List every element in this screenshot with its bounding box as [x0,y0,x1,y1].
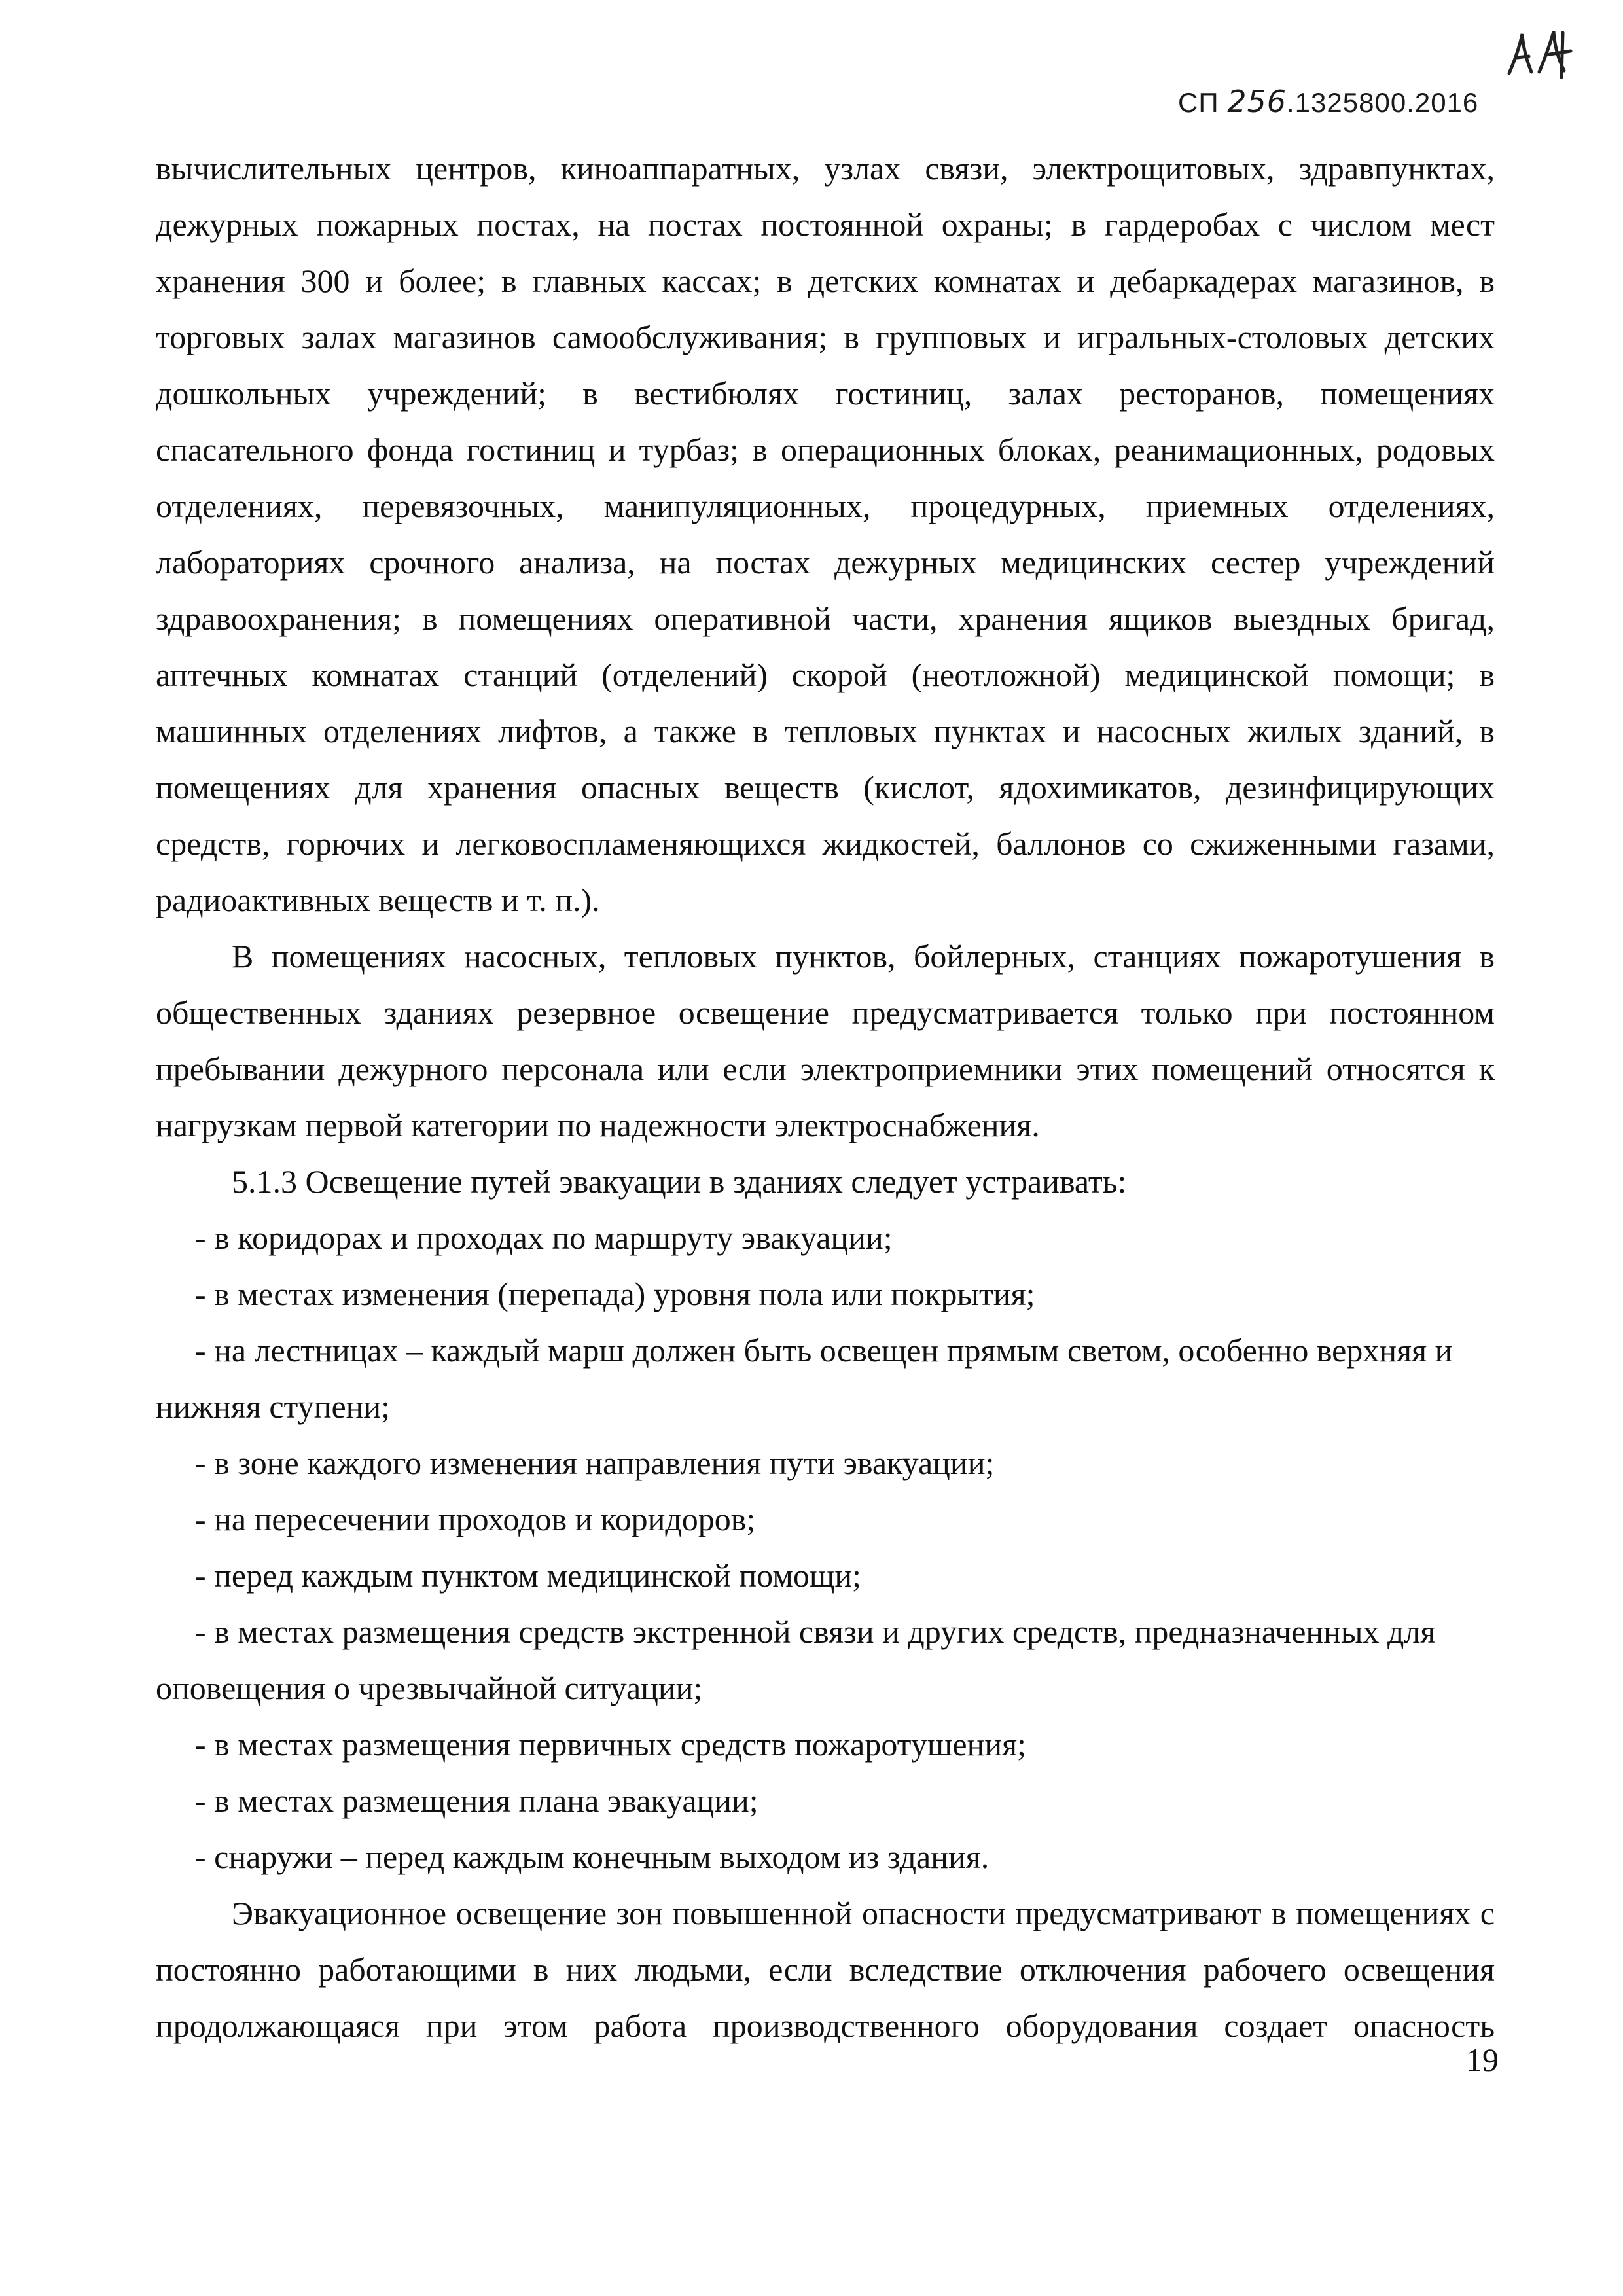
handwritten-sheet-mark [1505,26,1577,85]
list-item: - на лестницах – каждый марш должен быть освещен прямым светом, особенно верхняя и нижняя ступени; [156,1332,1453,1425]
list-item: - на пересечении проходов и коридоров; [195,1501,756,1537]
clause-5-1-3: 5.1.3 Освещение путей эвакуации в зданиях следует устраивать: [232,1163,1127,1200]
doc-code-handwritten-number: 256 [1227,84,1287,119]
document-code [1178,84,1478,119]
list-item: - в зоне каждого изменения направления пути эвакуации; [195,1444,995,1481]
list-item: - перед каждым пунктом медицинской помощи; [195,1557,861,1594]
body-text [156,140,1495,2054]
page-number: 19 [1466,2041,1499,2078]
list-item: - в местах размещения средств экстренной связи и других средств, предназначенных для оповещения о чрезвычайной ситуации; [156,1613,1436,1706]
doc-code-prefix: СП [1178,87,1228,118]
doc-code-suffix: .1325800.2016 [1287,87,1479,118]
paragraph-continuation: вычислительных центров, киноаппаратных, узлах связи, электрощитовых, здравпунктах, дежурных пожарных постах, на постах постоянной охраны; в гардеробах с числом мест хранения 300 и более; в главных кассах; в детских комнатах и дебаркадерах магазинов, в торговых залах магазинов самообслуживания; в групповых и игральных-столовых детских дошкольных учреждений; в вестибюлях гостиниц, залах ресторанов, помещениях спасательного фонда гостиниц и турбаз; в операционных блоках, реанимационных, родовых отделениях, перевязочных, манипуляционных, процедурных, приемных отделениях, лабораториях срочного анализа, на постах дежурных медицинских сестер учреждений здравоохранения; в помещениях оперативной части, хранения ящиков выездных бригад, аптечных комнатах станций (отделений) скорой (неотложной) медицинской помощи; в машинных отделениях лифтов, а также в тепловых пунктах и насосных жилых зданий, в помещениях для хранения опасных веществ (кислот, ядохимикатов, дезинфицирующих средств, горючих и легковоспламеняющихся жидкостей, баллонов со сжиженными газами, радиоактивных веществ и т. п.). [156,150,1495,918]
paragraph-evacuation-lighting: Эвакуационное освещение зон повышенной опасности предусматривают в помещениях с постоянно работающими в них людьми, если вследствие отключения рабочего освещения продолжающаяся при этом работа производственного оборудования создает опасность [156,1895,1495,2044]
paragraph-reserve-lighting: В помещениях насосных, тепловых пунктов, бойлерных, станциях пожаротушения в общественных зданиях резервное освещение предусматривается только при постоянном пребывании дежурного персонала или если электроприемники этих помещений относятся к нагрузкам первой категории по надежности электроснабжения. [156,938,1495,1143]
list-item: - в коридорах и проходах по маршруту эвакуации; [195,1219,893,1256]
list-item: - снаружи – перед каждым конечным выходом из здания. [195,1839,990,1875]
list-item: - в местах размещения первичных средств пожаротушения; [195,1726,1026,1763]
list-item: - в местах изменения (перепада) уровня пола или покрытия; [195,1276,1035,1312]
list-item: - в местах размещения плана эвакуации; [195,1782,758,1819]
